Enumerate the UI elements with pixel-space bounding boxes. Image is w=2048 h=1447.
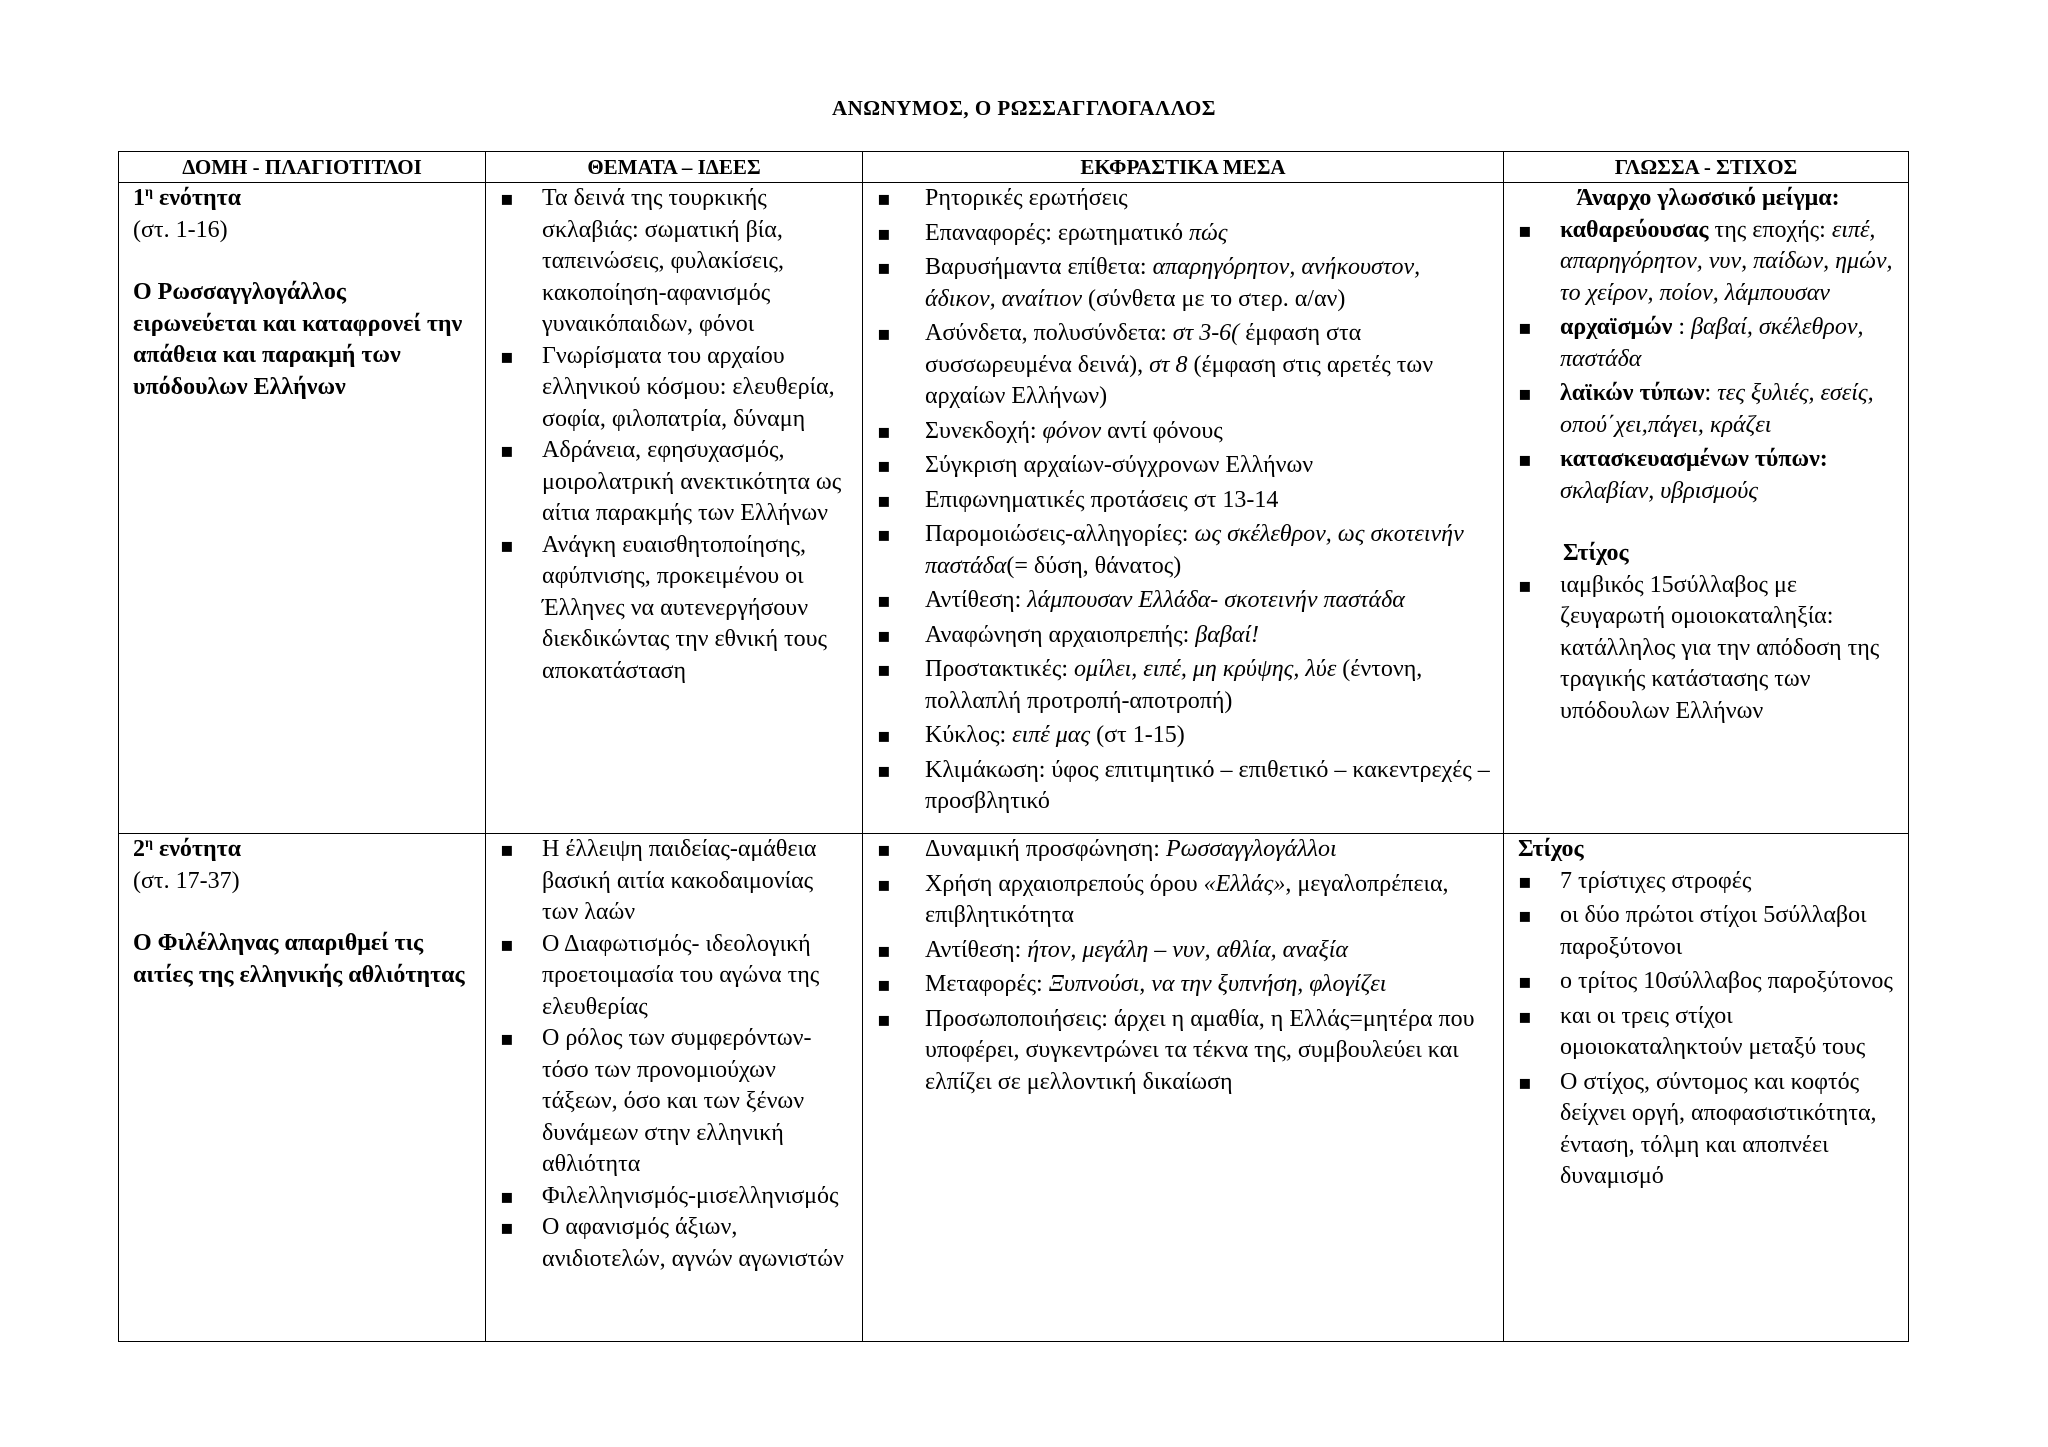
section-subtitle: Ο Φιλέλληνας απαριθμεί τις αιτίες της ελληνικής αθλιότητας xyxy=(133,930,465,988)
list-item: ▪ αρχαϊσμών : βαβαί, σκέλεθρον, παστάδα xyxy=(1518,312,1898,375)
list-item: ▪ και οι τρεις στίχοι ομοιοκαταληκτούν μεταξύ τους xyxy=(1518,1001,1898,1064)
means-list xyxy=(877,834,1493,1098)
list-item: ▪ Συνεκδοχή: φόνον αντί φόνους xyxy=(877,416,1493,448)
themes-list xyxy=(500,183,852,687)
means-cell xyxy=(863,183,1504,834)
list-item: ▪ Αδράνεια, εφησυχασμός, μοιρολατρική ανεκτικότητα ως αίτια παρακμής των Ελλήνων xyxy=(500,435,852,530)
list-item: ▪ Μεταφορές: Ξυπνούσι, να την ξυπνήση, φλογίζει xyxy=(877,969,1493,1001)
verse-list xyxy=(1518,866,1898,1193)
table-row xyxy=(119,183,1909,834)
list-item: ▪ Βαρυσήμαντα επίθετα: απαρηγόρητον, ανήκουστον, άδικον, αναίτιον (σύνθετα με το στερ. α/αν) xyxy=(877,252,1493,315)
section-verses: (στ. 17-37) xyxy=(133,867,240,894)
list-item: ▪ Αντίθεση: ήτον, μεγάλη – νυν, αθλία, αναξία xyxy=(877,935,1493,967)
analysis-table xyxy=(118,151,1909,1342)
table-row xyxy=(119,834,1909,1342)
list-item: ▪ καθαρεύουσας της εποχής: ειπέ, απαρηγόρητον, νυν, παίδων, ημών, το χείρον, ποίον, λάμπουσαν xyxy=(1518,215,1898,310)
structure-cell xyxy=(119,834,486,1342)
themes-list xyxy=(500,834,852,1275)
page-title: ΑΝΩΝΥΜΟΣ, Ο ΡΩΣΣΑΓΓΛΟΓΑΛΛΟΣ xyxy=(831,96,1217,120)
list-item: ▪ Επαναφορές: ερωτηματικό πώς xyxy=(877,218,1493,250)
section-verses: (στ. 1-16) xyxy=(133,216,228,243)
list-item: ▪ Κύκλος: ειπέ μας (στ 1-15) xyxy=(877,720,1493,752)
list-item: ▪ Δυναμική προσφώνηση: Ρωσσαγγλογάλλοι xyxy=(877,834,1493,866)
list-item: ▪ Κλιμάκωση: ύφος επιτιμητικό – επιθετικό – κακεντρεχές – προσβλητικό xyxy=(877,755,1493,818)
list-item: ▪ οι δύο πρώτοι στίχοι 5σύλλαβοι παροξύτονοι xyxy=(1518,900,1898,963)
list-item: ▪ Επιφωνηματικές προτάσεις στ 13-14 xyxy=(877,485,1493,517)
list-item: ▪ Ο Διαφωτισμός- ιδεολογική προετοιμασία του αγώνα της ελευθερίας xyxy=(500,929,852,1024)
list-item: ▪ Ο στίχος, σύντομος και κοφτός δείχνει οργή, αποφασιστικότητα, ένταση, τόλμη και αποπνέει δυναμισμό xyxy=(1518,1067,1898,1193)
language-cell xyxy=(1504,834,1909,1342)
list-item: ▪ ο τρίτος 10σύλλαβος παροξύτονος xyxy=(1518,966,1898,998)
language-cell xyxy=(1504,183,1909,834)
list-item: ▪ Σύγκριση αρχαίων-σύγχρονων Ελλήνων xyxy=(877,450,1493,482)
list-item: ▪ Φιλελληνισμός-μισελληνισμός xyxy=(500,1181,852,1213)
header-expressive-means: ΕΚΦΡΑΣΤΙΚΑ ΜΕΣΑ xyxy=(863,152,1504,183)
list-item: ▪ Γνωρίσματα του αρχαίου ελληνικού κόσμου: ελευθερία, σοφία, φιλοπατρία, δύναμη xyxy=(500,341,852,436)
list-item: ▪ 7 τρίστιχες στροφές xyxy=(1518,866,1898,898)
list-item: ▪ Αντίθεση: λάμπουσαν Ελλάδα- σκοτεινήν παστάδα xyxy=(877,585,1493,617)
verse-heading: Στίχος xyxy=(1563,540,1629,566)
section-title: $1^\eta$ ενότητα xyxy=(133,185,242,211)
list-item: ▪ λαϊκών τύπων: τες ξυλιές, εσείς, οπού΄χει,πάγει, κράζει xyxy=(1518,378,1898,441)
list-item: ▪ Προστακτικές: ομίλει, ειπέ, μη κρύψης, λύε (έντονη, πολλαπλή προτροπή-αποτροπή) xyxy=(877,654,1493,717)
list-item: ▪ Προσωποποιήσεις: άρχει η αμαθία, η Ελλάς=μητέρα που υποφέρει, συγκεντρώνει τα τέκνα της, συμβουλεύει και ελπίζει σε μελλοντική δικαίωση xyxy=(877,1004,1493,1099)
themes-cell xyxy=(486,183,863,834)
list-item: ▪ Τα δεινά της τουρκικής σκλαβιάς: σωματική βία, ταπεινώσεις, φυλακίσεις, κακοποίηση-αφανισμός γυναικόπαιδων, φόνοι xyxy=(500,183,852,341)
list-item: ▪ Η έλλειψη παιδείας-αμάθεια βασική αιτία κακοδαιμονίας των λαών xyxy=(500,834,852,929)
header-structure: ΔΟΜΗ - ΠΛΑΓΙΟΤΙΤΛΟΙ xyxy=(119,152,486,183)
list-item: ▪ Χρήση αρχαιοπρεπούς όρου «Ελλάς», μεγαλοπρέπεια, επιβλητικότητα xyxy=(877,869,1493,932)
list-item: ▪ κατασκευασμένων τύπων: σκλαβίαν, υβρισμούς xyxy=(1518,444,1898,507)
header-themes: ΘΕΜΑΤΑ – ΙΔΕΕΣ xyxy=(486,152,863,183)
list-item: ▪ Παρομοιώσεις-αλληγορίες: ως σκέλεθρον, ως σκοτεινήν παστάδα(= δύση, θάνατος) xyxy=(877,519,1493,582)
section-title: $2^\eta$ ενότητα xyxy=(133,836,242,862)
language-list xyxy=(1518,215,1898,508)
section-subtitle: Ο Ρωσσαγγλογάλλος ειρωνεύεται και καταφρονεί την απάθεια και παρακμή των υπόδουλων Ελλήνων xyxy=(133,279,463,400)
means-list xyxy=(877,183,1493,818)
list-item: ▪ Ασύνδετα, πολυσύνδετα: στ 3-6( έμφαση στα συσσωρευμένα δεινά), στ 8 (έμφαση στις αρετές των αρχαίων Ελλήνων) xyxy=(877,318,1493,413)
list-item: ▪ Ο ρόλος των συμφερόντων- τόσο των προνομιούχων τάξεων, όσο και των ξένων δυνάμεων στην ελληνική αθλιότητα xyxy=(500,1023,852,1181)
header-language-verse: ΓΛΩΣΣΑ - ΣΤΙΧΟΣ xyxy=(1504,152,1909,183)
language-heading: Άναρχο γλωσσικό μείγμα: xyxy=(1576,185,1840,211)
verse-heading: Στίχος xyxy=(1518,836,1584,862)
list-item: ▪ ιαμβικός 15σύλλαβος με ζευγαρωτή ομοιοκαταληξία: κατάλληλος για την απόδοση της τραγικής κατάστασης των υπόδουλων Ελλήνων xyxy=(1518,570,1898,728)
themes-cell xyxy=(486,834,863,1342)
verse-list xyxy=(1518,570,1898,728)
list-item: ▪ Ανάγκη ευαισθητοποίησης, αφύπνισης, προκειμένου οι Έλληνες να αυτενεργήσουν διεκδικώντας την εθνική τους αποκατάσταση xyxy=(500,530,852,688)
list-item: ▪ Ρητορικές ερωτήσεις xyxy=(877,183,1493,215)
table-header-row xyxy=(119,152,1909,183)
list-item: ▪ Ο αφανισμός άξιων, ανιδιοτελών, αγνών αγωνιστών xyxy=(500,1212,852,1275)
means-cell xyxy=(863,834,1504,1342)
list-item: ▪ Αναφώνηση αρχαιοπρεπής: βαβαί! xyxy=(877,620,1493,652)
structure-cell xyxy=(119,183,486,834)
